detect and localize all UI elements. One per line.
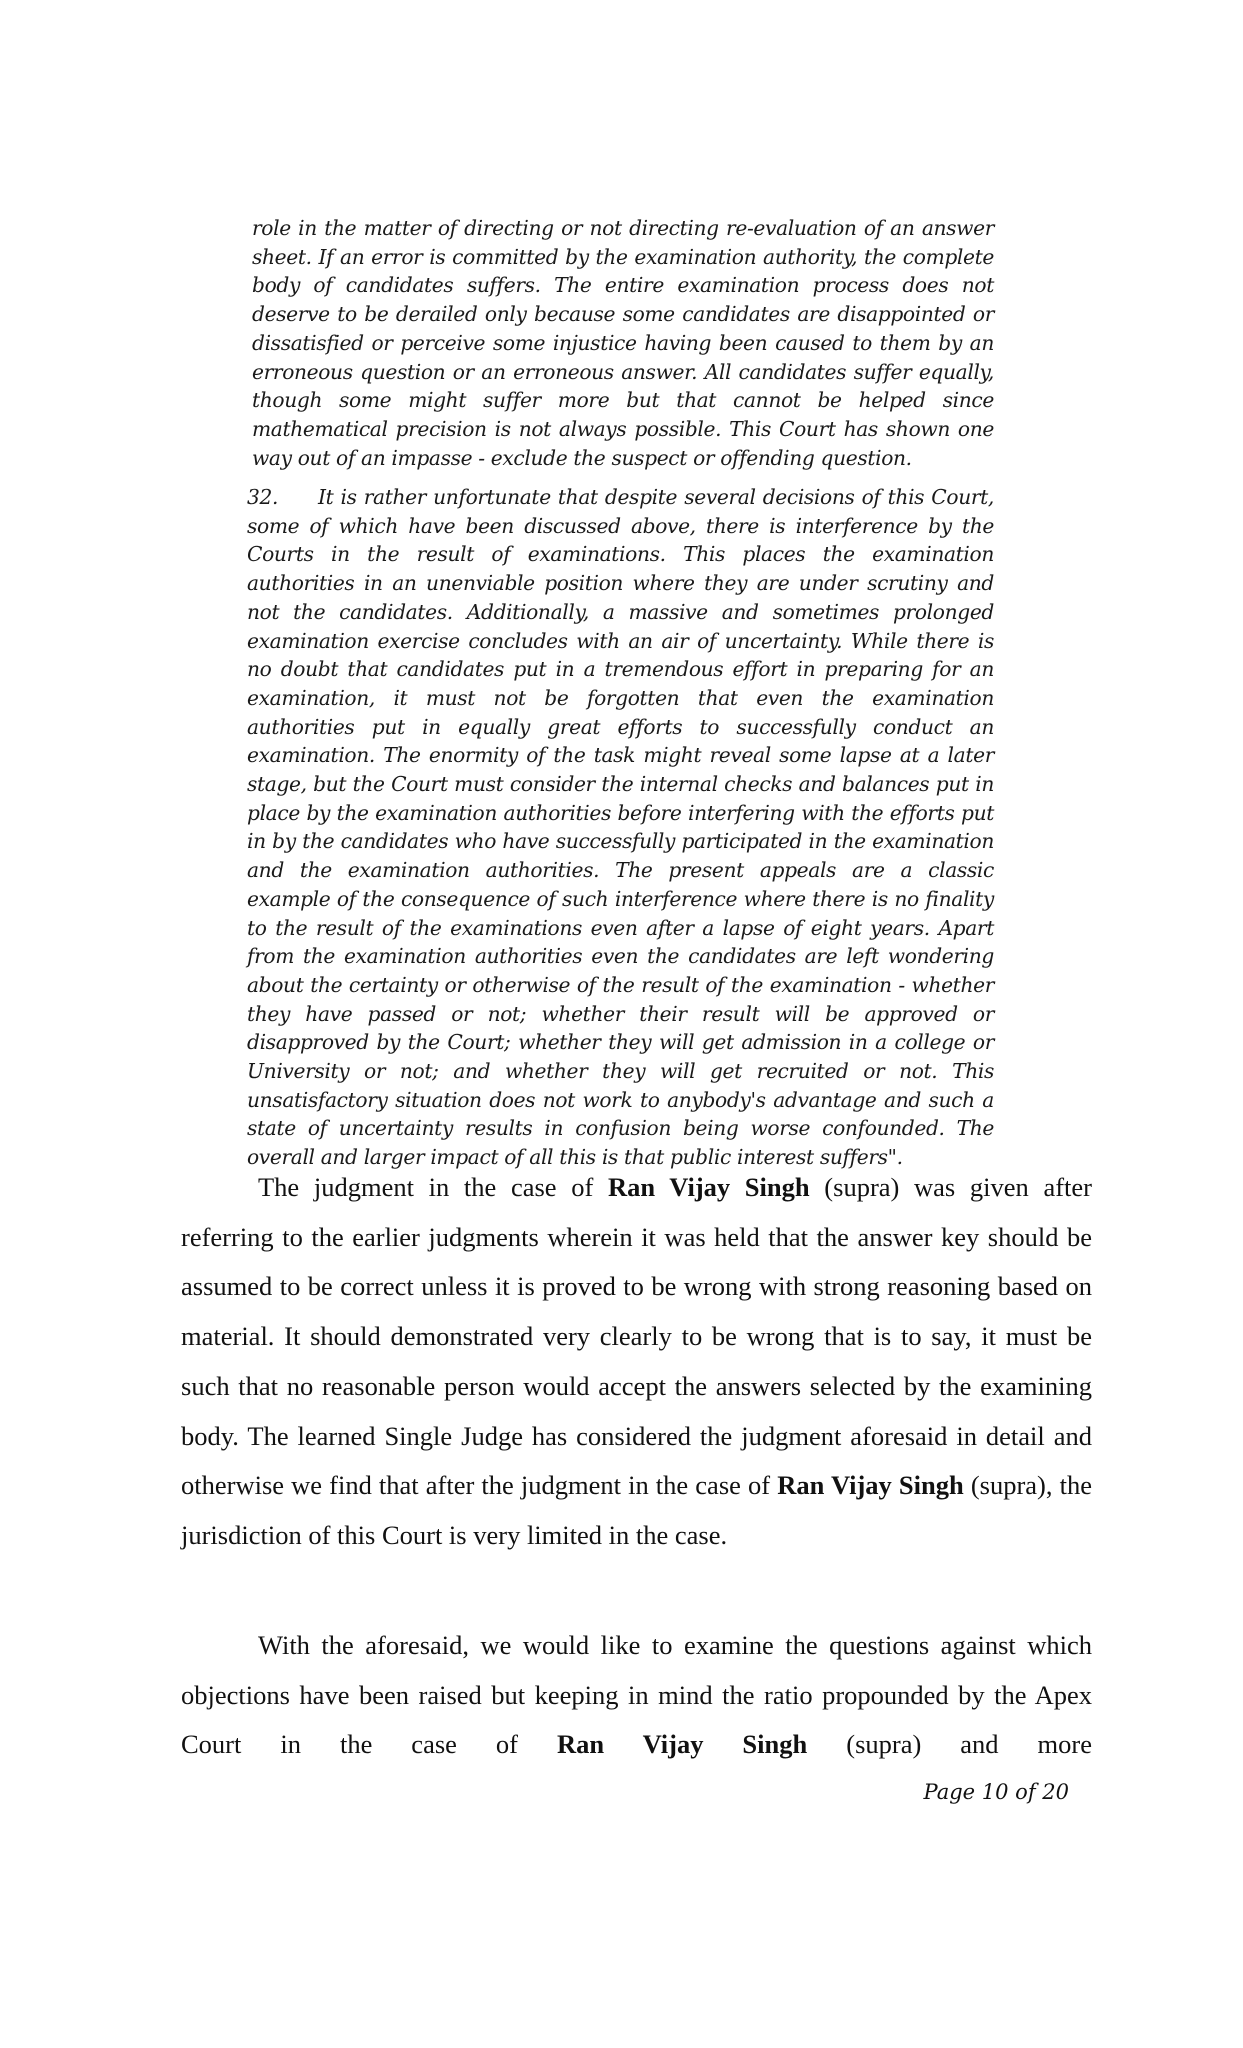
case-name: Ran Vijay Singh bbox=[777, 1470, 964, 1501]
quote-text: role in the matter of directing or not directing re-evaluation of an answer sheet. If an error is committed by the examination authority, the complete body of candidates suffers. The entire examination process does not deserve to be derailed only because some candidates are disappointed or dissatisfied or perceive some injustice having been caused to them by an erroneous question or an erroneous answer. All candidates suffer equally, though some might suffer more but that cannot be helped since mathematical precision is not always possible. This Court has shown one way out of an impasse - exclude the suspect or offending question. bbox=[252, 216, 994, 470]
quote-text: It is rather unfortunate that despite several decisions of this Court, some of which have been discussed above, there is interference by the Courts in the result of examinations. This places the examination authorities in an unenviable position where they are under scrutiny and not the candidates. Additionally, a massive and sometimes prolonged examination exercise concludes with an air of uncertainty. While there is no doubt that candidates put in a tremendous effort in preparing for an examination, it must not be forgotten that even the examination authorities put in equally great efforts to successfully conduct an examination. The enormity of the task might reveal some lapse at a later stage, but the Court must consider the internal checks and balances put in place by the examination authorities before interfering with the efforts put in by the candidates who have successfully participated in the examination and the examination authorities. The present appeals are a classic example of the consequence of such interference where there is no finality to the result of the examinations even after a lapse of eight years. Apart from the examination authorities even the candidates are left wondering about the certainty or otherwise of the result of the examination - whether they have passed or not; whether their result will be approved or disapproved by the Court; whether they will get admission in a college or University or not; and whether they will get recruited or not. This unsatisfactory situation does not work to anybody's advantage and such a state of uncertainty results in confusion being worse confounded. The overall and larger impact of all this is that public interest suffers". bbox=[247, 485, 994, 1170]
page-number: Page 10 of 20 bbox=[923, 1780, 1069, 1804]
body-paragraph bbox=[181, 1621, 1092, 1770]
text-run: (supra) was given after referring to the earlier judgments wherein it was held that the answer key should be assumed to be correct unless it is proved to be wrong with strong reasoning based on material. It should demonstrated very clearly to be wrong that is to say, it must be such that no reasonable person would accept the answers selected by the examining body. The learned Single Judge has considered the judgment aforesaid in detail and otherwise we find that after the judgment in the case of bbox=[181, 1172, 1092, 1501]
block-quote-continuation bbox=[252, 214, 994, 472]
case-name: Ran Vijay Singh bbox=[607, 1172, 810, 1202]
text-run: With the aforesaid, we would like to examine the questions against which objections have been raised but keeping in mind the ratio propounded by the Apex Court in the case of bbox=[181, 1630, 1092, 1760]
body-paragraph bbox=[181, 1163, 1092, 1561]
text-run: (supra), the jurisdiction of this Court is very limited in the case. bbox=[181, 1470, 1092, 1550]
text-run: (supra) and more bbox=[807, 1729, 1092, 1760]
paragraph-number: 32. bbox=[247, 485, 279, 509]
case-name: Ran Vijay Singh bbox=[556, 1729, 808, 1760]
text-run: The judgment in the case of bbox=[258, 1172, 608, 1202]
block-quote-paragraph-32 bbox=[247, 483, 994, 1172]
